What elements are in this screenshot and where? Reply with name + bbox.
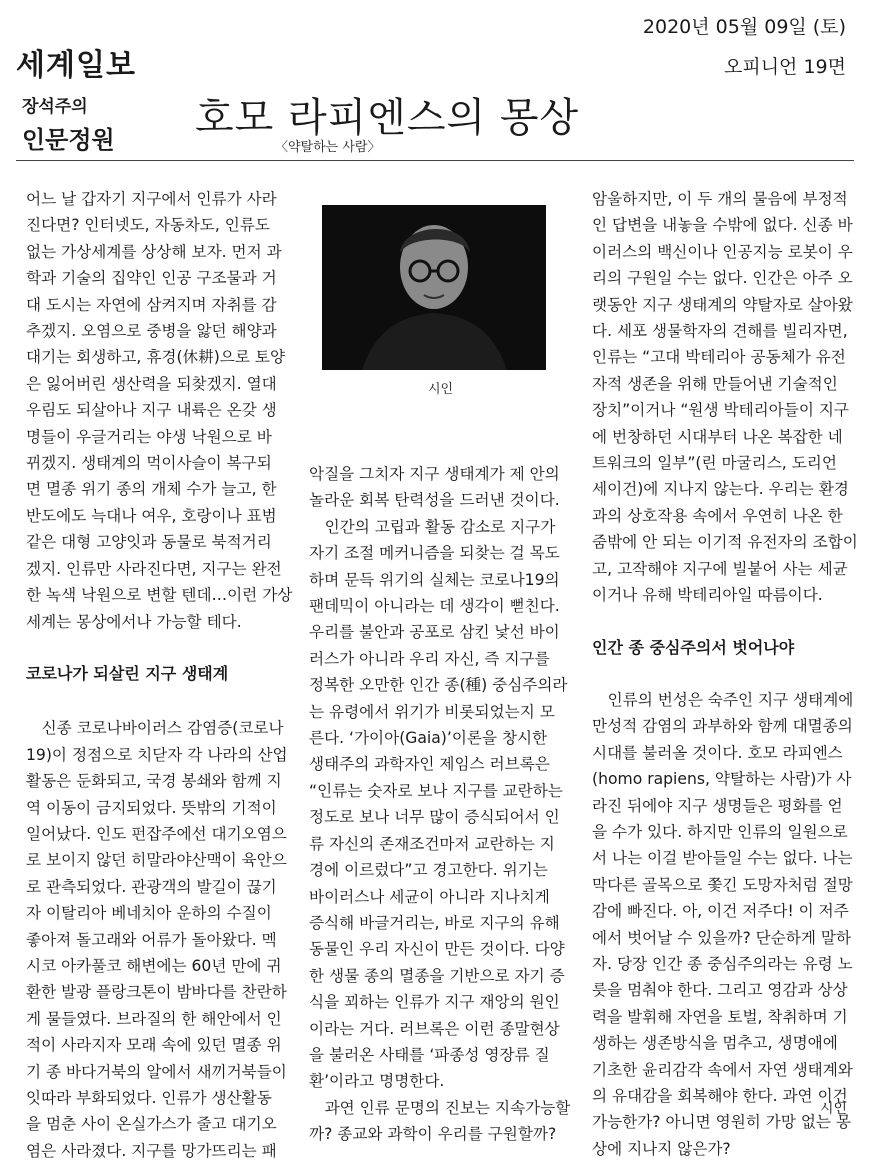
text-line: 학과 기술의 집약인 인공 구조물과 거 (26, 269, 277, 288)
text-line: 겠지. 인류만 사라진다면, 지구는 완전 (26, 559, 282, 578)
photo-caption: 시인 (428, 382, 454, 397)
text-line: 의 유대감을 회복해야 한다. 과연 이건 (592, 1087, 848, 1105)
text-line: 랫동안 지구 생태계의 약탈자로 살아왔 (592, 295, 853, 314)
text-line: 대 도시는 자연에 삼켜지며 자취를 감 (26, 295, 277, 314)
text-line: 자적 생존을 위해 만들어낸 기술적인 (592, 374, 838, 393)
text-line: 이러스의 백신이나 인공지능 로봇이 우 (592, 242, 853, 261)
text-line: 기 종 바다거북의 알에서 새끼거북들이 (26, 1062, 287, 1081)
text-line: 활동은 둔화되고, 국경 봉쇄와 함께 지 (26, 772, 282, 791)
text-line: 막다른 골목으로 쫓긴 도망자처럼 절망 (592, 875, 853, 894)
text-line: 정도로 보나 너무 많이 증식되어서 인 (309, 808, 560, 827)
text-line: 까? 종교와 과학이 우리를 구원할까? (309, 1125, 557, 1144)
text-line: 과의 상호작용 속에서 우연히 나온 한 (592, 506, 843, 525)
text-line: 추겠지. 오염으로 중병을 앓던 해양과 (26, 322, 277, 341)
text-line: 이라는 거다. 러브록은 이런 종말현상 (309, 1019, 560, 1038)
text-line: 인 답변을 내놓을 수밖에 없다. 신종 바 (592, 216, 853, 235)
text-line: 을 멈춘 사이 온실가스가 줄고 대기오 (26, 1115, 277, 1134)
text-line: 라진 뒤에야 지구 생명들은 평화를 얻 (592, 796, 843, 815)
text-line: 식을 꾀하는 인류가 지구 재앙의 원인 (309, 993, 560, 1012)
text-line: 류 자신의 존재조건마저 교란하는 지 (309, 834, 555, 853)
text-line: 암울하지만, 이 두 개의 물음에 부정적 (592, 190, 848, 208)
text-line: 가능한가? 아니면 영원히 가망 없는 몽 (592, 1113, 852, 1132)
paragraph-lovelock (309, 514, 567, 1095)
text-line: 줌밖에 안 되는 이기적 유전자의 조합이 (592, 533, 858, 552)
text-line: 자기 조절 메커니즘을 되찾는 걸 목도 (309, 544, 560, 563)
text-line: 잇따라 부화되었다. 인류가 생산활동 (26, 1089, 272, 1107)
text-line: 19)이 정점으로 치닫자 각 나라의 산업 (26, 745, 288, 764)
text-line: 릇을 멈춰야 한다. 그리고 영감과 상상 (592, 981, 848, 1000)
section-subtitle-1: 코로나가 되살린 지구 생태계 (26, 663, 229, 683)
text-line: 는 유령에서 위기가 비롯되었는지 모 (309, 702, 555, 721)
text-line: 다. 세포 생물학자의 견해를 빌리자면, (592, 322, 848, 341)
text-line: 놀라운 회복 탄력성을 드러낸 것이다. (309, 491, 560, 510)
text-line: 팬데믹이 아니라는 데 생각이 뻗친다. (309, 597, 560, 616)
text-line: 시코 아카풀코 해변에는 60년 만에 귀 (26, 956, 282, 975)
text-line: 정복한 오만한 인간 종(種) 중심주의라 (309, 676, 568, 695)
text-line: 적이 사라지자 모래 속에 있던 멸종 위 (26, 1036, 282, 1055)
author-portrait-image (322, 205, 546, 370)
text-line: 좋아져 돌고래와 어류가 돌아왔다. 멕 (26, 930, 277, 949)
text-line: 에 번창하던 시대부터 나온 복잡한 네 (592, 427, 843, 446)
text-line: 게 물들였다. 브라질의 한 해안에서 인 (26, 1009, 282, 1028)
text-line: 증식해 바글거리는, 바로 지구의 유해 (309, 913, 560, 932)
text-line: 대기는 회생하고, 휴경(休耕)으로 토양 (26, 348, 286, 367)
text-line: 뀌겠지. 생태계의 먹이사슬이 복구되 (26, 454, 272, 473)
text-line: 고, 고작해야 지구에 빌붙어 사는 세균 (592, 559, 848, 578)
text-line: 명들이 우글거리는 야생 낙원으로 바 (26, 427, 272, 446)
article-column-1 (26, 186, 293, 1164)
text-line: 한 녹색 낙원으로 변할 텐데…이런 가상 (26, 586, 293, 605)
text-line: 세이건)에 지나지 않는다. 우리는 환경 (592, 480, 849, 499)
text-line: 인류는 “고대 박테리아 공동체가 유전 (592, 348, 846, 367)
text-line: 동물인 우리 자신이 만든 것이다. 다양 (309, 940, 565, 959)
text-line: 생태주의 과학자인 제임스 러브록은 (309, 755, 550, 774)
headline: 호모 라피엔스의 몽상 (195, 95, 580, 141)
publication-date: 2020년 05월 09일 (토) (642, 16, 846, 38)
column-author-label: 장석주의 (22, 97, 88, 117)
text-line: 한 생물 종의 멸종을 기반으로 자기 증 (309, 966, 565, 985)
text-line: 역 이동이 금지되었다. 뜻밖의 기적이 (26, 798, 277, 817)
text-line: 어느 날 갑자기 지구에서 인류가 사라 (26, 190, 277, 208)
text-line: 만성적 감염의 과부하와 함께 대멸종의 (592, 717, 853, 736)
text-line: 서 나는 이걸 받아들일 수는 없다. 나는 (592, 849, 853, 868)
text-line: 자 이탈리아 베네치아 운하의 수질이 (26, 904, 272, 923)
text-line: 시대를 불러올 것이다. 호모 라피엔스 (592, 743, 843, 762)
text-line: 바이러스나 세균이 아니라 지나치게 (309, 887, 550, 906)
paragraph-recovery (309, 461, 567, 514)
text-line: 른다. ‘가이아(Gaia)’이론을 창시한 (309, 729, 548, 748)
text-line: 장치”이거나 “원생 박테리아들이 지구 (592, 401, 849, 420)
text-line: 인류의 번성은 숙주인 지구 생태계에 (592, 690, 854, 709)
text-line: 과연 인류 문명의 진보는 지속가능할 (309, 1098, 571, 1117)
text-line: 환한 발광 플랑크톤이 밤바다를 찬란하 (26, 983, 287, 1002)
text-line: 러스가 아니라 우리 자신, 즉 지구를 (309, 649, 550, 668)
paragraph-corona (26, 715, 288, 1164)
section-page: 오피니언 19면 (724, 56, 846, 78)
text-line: 하며 문득 위기의 실체는 코로나19의 (309, 570, 560, 589)
text-line: 악질을 그치자 지구 생태계가 제 안의 (309, 465, 560, 483)
section-subtitle-2: 인간 종 중심주의서 벗어나야 (592, 637, 795, 657)
paragraph-intro (26, 186, 293, 635)
text-line: 면 멸종 위기 종의 개체 수가 늘고, 한 (26, 480, 277, 499)
text-line: 같은 대형 고양잇과 동물로 북적거리 (26, 533, 272, 552)
text-line: 우리를 불안과 공포로 삼킨 낯선 바이 (309, 623, 560, 642)
text-line: 신종 코로나바이러스 감염증(코로나 (26, 719, 284, 738)
text-line: 진다면? 인터넷도, 자동차도, 인류도 (26, 216, 270, 235)
text-line: 을 불러온 사태를 ‘파종성 영장류 질 (309, 1045, 550, 1064)
text-line: 환’이라고 명명한다. (309, 1072, 445, 1091)
text-line: 우림도 되살아나 지구 내륙은 온갖 생 (26, 401, 277, 420)
text-line: 트워크의 일부”(린 마굴리스, 도리언 (592, 454, 837, 473)
text-line: 세계는 몽상에서나 가능할 테다. (26, 612, 242, 631)
text-line: 기초한 윤리감각 속에서 자연 생태계와 (592, 1060, 853, 1079)
text-line: 로 보이지 않던 히말라야산맥이 육안으 (26, 851, 287, 870)
text-line: 반도에도 늑대나 여우, 호랑이나 표범 (26, 506, 277, 525)
text-line: 을 수가 있다. 하지만 인류의 일원으로 (592, 822, 848, 841)
text-line: 감에 빠진다. 아, 이건 저주다! 이 저주 (592, 902, 849, 921)
text-line: 은 잃어버린 생산력을 되찾겠지. 열대 (26, 374, 277, 393)
text-line: 일어났다. 인도 펀잡주에선 대기오염으 (26, 824, 287, 843)
text-line: (homo rapiens, 약탈하는 사람)가 사 (592, 770, 852, 789)
text-line: “인류는 숫자로 보나 지구를 교란하는 (309, 781, 563, 800)
header-divider (16, 160, 854, 161)
text-line: 경에 이르렀다”고 경고한다. 위기는 (309, 861, 548, 880)
text-line: 상에 지나지 않은가? (592, 1139, 731, 1158)
text-line: 에서 벗어날 수 있을까? 단순하게 말하 (592, 928, 852, 947)
text-line: 자. 당장 인간 종 중심주의라는 유령 노 (592, 954, 853, 973)
subheadline: 〈약탈하는 사람〉 (275, 140, 381, 155)
text-line: 인간의 고립과 활동 감소로 지구가 (309, 517, 556, 536)
paragraph-question (309, 1095, 571, 1148)
author-photo (322, 205, 546, 370)
author-signature: 시인 (820, 1101, 848, 1117)
column-series-name: 인문정원 (22, 126, 115, 154)
text-line: 생하는 생존방식을 멈추고, 생명애에 (592, 1034, 838, 1053)
paragraph-conclusion (592, 687, 854, 1162)
text-line: 로 관측되었다. 관광객의 발길이 끊기 (26, 877, 277, 896)
text-line: 력을 발휘해 자연을 토벌, 착취하며 기 (592, 1007, 848, 1026)
masthead-logo: 세계일보 (16, 48, 136, 83)
text-line: 이거나 유해 박테리아일 따름이다. (592, 586, 823, 605)
article-column-3 (592, 186, 858, 1162)
article-column-2 (309, 461, 571, 1148)
text-line: 염은 사라졌다. 지구를 망가뜨리는 패 (26, 1141, 277, 1160)
text-line: 리의 구원일 수는 없다. 인간은 아주 오 (592, 269, 853, 288)
text-line: 없는 가상세계를 상상해 보자. 먼저 과 (26, 242, 282, 261)
paragraph-pessimism (592, 186, 858, 609)
